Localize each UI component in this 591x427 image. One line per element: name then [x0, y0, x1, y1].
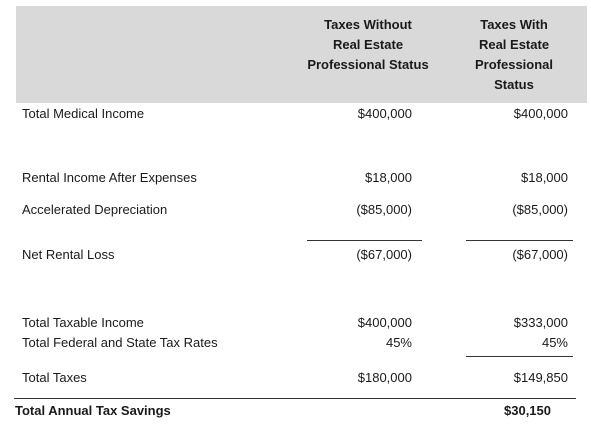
subtotal-rule-without — [307, 240, 422, 241]
column-header-without-status — [290, 15, 446, 75]
value-rental-income-without: $18,000 — [365, 170, 412, 185]
header-line: Taxes With — [480, 17, 548, 32]
value-depreciation-with: ($85,000) — [512, 202, 568, 217]
value-taxable-income-with: $333,000 — [513, 315, 568, 330]
subtotal-rule-with — [466, 240, 573, 241]
value-net-rental-loss-with: ($67,000) — [512, 247, 568, 262]
row-label-annual-tax-savings: Total Annual Tax Savings — [15, 403, 171, 418]
row-label-total-taxes: Total Taxes — [22, 370, 87, 385]
value-tax-rate-without: 45% — [385, 335, 412, 350]
row-label-net-rental-loss: Net Rental Loss — [22, 247, 115, 262]
value-tax-rate-with: 45% — [541, 335, 568, 350]
value-total-taxes-without: $180,000 — [357, 370, 412, 385]
value-taxable-income-without: $400,000 — [357, 315, 412, 330]
header-line: Status — [494, 77, 534, 92]
row-label-total-taxable-income: Total Taxable Income — [22, 315, 144, 330]
header-line: Real Estate — [332, 37, 404, 52]
value-medical-income-with: $400,000 — [513, 106, 568, 121]
header-line: Real Estate — [478, 37, 550, 52]
value-medical-income-without: $400,000 — [357, 106, 412, 121]
header-line: Professional Status — [307, 57, 429, 72]
row-label-accelerated-depreciation: Accelerated Depreciation — [22, 202, 168, 217]
row-label-rental-income: Rental Income After Expenses — [22, 170, 197, 185]
value-total-taxes-with: $149,850 — [513, 370, 568, 385]
header-line: Taxes Without — [324, 17, 412, 32]
value-rental-income-with: $18,000 — [521, 170, 568, 185]
row-label-tax-rates: Total Federal and State Tax Rates — [22, 335, 218, 350]
value-annual-tax-savings: $30,150 — [504, 403, 551, 418]
value-depreciation-without: ($85,000) — [356, 202, 412, 217]
tax-rate-rule-with — [466, 356, 573, 357]
column-header-with-status — [462, 15, 566, 95]
row-label-total-medical-income: Total Medical Income — [22, 106, 145, 121]
savings-rule — [14, 398, 576, 399]
value-net-rental-loss-without: ($67,000) — [356, 247, 412, 262]
header-line: Professional — [474, 57, 554, 72]
